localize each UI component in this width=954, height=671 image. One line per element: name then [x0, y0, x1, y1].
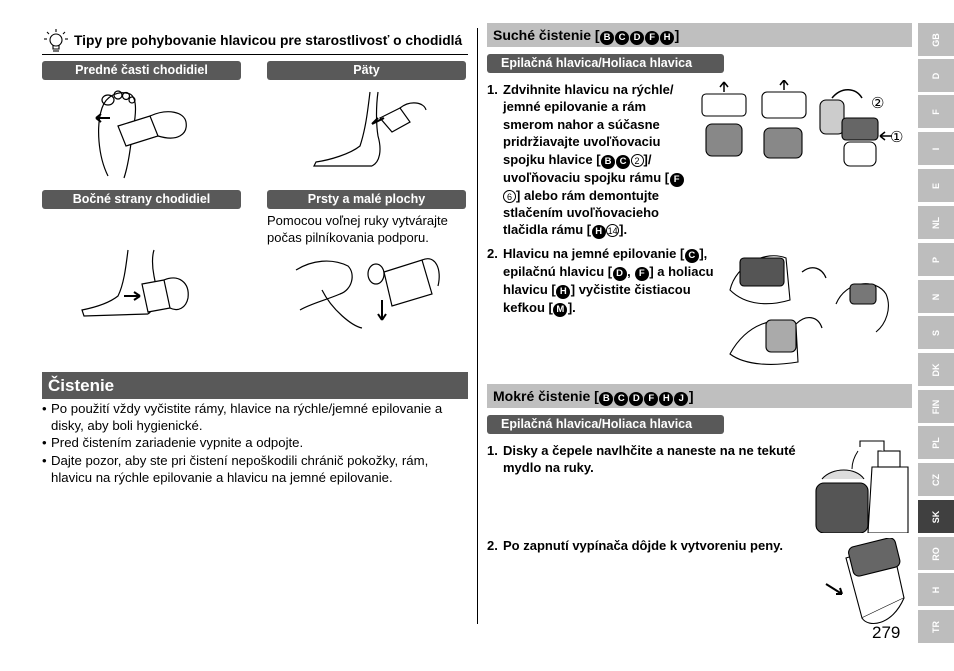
dry-cleaning-header: Suché čistenie [ B C D F H ]: [487, 23, 912, 47]
tab-i[interactable]: I: [918, 132, 954, 165]
tips-title: Tipy pre pohybovanie hlavicou pre starostlivosť o chodidlá: [74, 33, 463, 48]
badge-b: B: [599, 392, 613, 406]
tab-e[interactable]: E: [918, 169, 954, 202]
badge-b: B: [600, 31, 614, 45]
badge-f: F: [645, 31, 659, 45]
area-label-heels: Päty: [267, 61, 466, 80]
tab-h[interactable]: H: [918, 573, 954, 606]
wet-steps: [487, 442, 809, 477]
badge: D: [613, 267, 627, 281]
tab-ro[interactable]: RO: [918, 537, 954, 570]
badge: F: [635, 267, 649, 281]
figure-marker-2: ②: [871, 95, 885, 112]
tab-s[interactable]: S: [918, 316, 954, 349]
dry-subtitle: Epilačná hlavica/Holiaca hlavica: [487, 54, 724, 73]
badge: C: [685, 249, 699, 263]
tab-pl[interactable]: PL: [918, 426, 954, 459]
tips-header: [42, 28, 468, 55]
badge-j: J: [674, 392, 688, 406]
dry-step-1: 1. Zdvihnite hlavicu na rýchle/ jemné epilovanie a rám smerom nahor a súčasne pridržiavajte uvoľňovaciu spojku hlavice [ B C 2 ]/ uvoľňovaciu spojku rámu [ F6 ] alebo rám demontujte stlačením uvoľňovacieho tlačidla rámu [ H 14 ].: [487, 81, 687, 239]
illustration-head-removal: [696, 80, 896, 168]
badge-h: H: [660, 31, 674, 45]
cleaning-bullets: [42, 400, 468, 486]
badge: M: [553, 303, 567, 317]
illustration-heels: [310, 88, 430, 168]
badge-f: F: [644, 392, 658, 406]
dry-cleaning-title: Suché čistenie [: [493, 27, 600, 43]
badge-d: D: [630, 31, 644, 45]
tab-fin[interactable]: FIN: [918, 390, 954, 423]
arrow-left-icon: [96, 114, 110, 122]
wet-step-2: 2. Po zapnutí vypínača dôjde k vytvoreniu peny.: [487, 538, 784, 553]
column-divider: [477, 28, 478, 624]
list-item: • Po použití vždy vyčistite rámy, hlavice na rýchle/jemné epilovanie a disky, aby boli hygienické.: [42, 400, 468, 434]
lightbulb-icon: [42, 28, 70, 54]
wet-cleaning-header: Mokré čistenie [ B C D F H J ]: [487, 384, 912, 408]
badge: H: [556, 285, 570, 299]
wet-step-1: 1. Disky a čepele navlhčite a naneste na ne tekuté mydlo na ruky.: [487, 443, 796, 476]
tab-cz[interactable]: CZ: [918, 463, 954, 496]
badge: B: [601, 155, 615, 169]
area-label-front: Predné časti chodidiel: [42, 61, 241, 80]
list-item: • Pred čistením zariadenie vypnite a odpojte.: [42, 434, 468, 451]
badge: F: [670, 173, 684, 187]
illustration-soap-bottle: [812, 437, 912, 533]
tab-dk[interactable]: DK: [918, 353, 954, 386]
dry-steps-2: [487, 245, 719, 317]
figure-marker-1: ①: [890, 129, 904, 146]
dry-steps: [487, 81, 687, 239]
badge-c: C: [614, 392, 628, 406]
illustration-foam: [822, 538, 908, 630]
ring-number: 14: [607, 226, 618, 237]
wet-cleaning-title: Mokré čistenie [: [493, 388, 599, 404]
toes-note: Pomocou voľnej ruky vytvárajte počas pilníkovania podporu.: [267, 213, 448, 246]
tab-n[interactable]: N: [918, 280, 954, 313]
tab-gb[interactable]: GB: [918, 23, 954, 56]
cleaning-title: Čistenie: [42, 372, 468, 399]
illustration-brush-cleaning: [726, 244, 896, 368]
tab-d[interactable]: D: [918, 59, 954, 92]
illustration-front-foot: [88, 86, 198, 182]
ring-number: 2: [631, 154, 644, 167]
tab-f[interactable]: F: [918, 95, 954, 128]
badge-c: C: [615, 31, 629, 45]
badge: C: [616, 155, 630, 169]
tab-p[interactable]: P: [918, 243, 954, 276]
tab-tr[interactable]: TR: [918, 610, 954, 643]
area-label-sides: Bočné strany chodidiel: [42, 190, 241, 209]
illustration-side-foot: [78, 246, 198, 346]
tab-sk[interactable]: SK: [918, 500, 954, 533]
page-number: 279: [872, 623, 901, 642]
illustration-toes: [292, 250, 442, 330]
badge: H: [592, 225, 606, 239]
wet-subtitle: Epilačná hlavica/Holiaca hlavica: [487, 415, 724, 434]
list-item: • Dajte pozor, aby ste pri čistení nepoškodili chránič pokožky, rám, hlavicu na rýchle epilovanie a hlavicu na jemné epilovanie.: [42, 452, 468, 486]
badge-h: H: [659, 392, 673, 406]
dry-step-2: 2. Hlavicu na jemné epilovanie [ C ], epilačnú hlavicu [ D , F ] a holiacu hlavicu [ H ] vyčistite čistiacou kefkou [ M ].: [487, 246, 714, 315]
tab-nl[interactable]: NL: [918, 206, 954, 239]
badge-d: D: [629, 392, 643, 406]
wet-steps-2: [487, 537, 807, 554]
ring-number: 6: [503, 190, 516, 203]
area-label-toes: Prsty a malé plochy: [267, 190, 466, 209]
